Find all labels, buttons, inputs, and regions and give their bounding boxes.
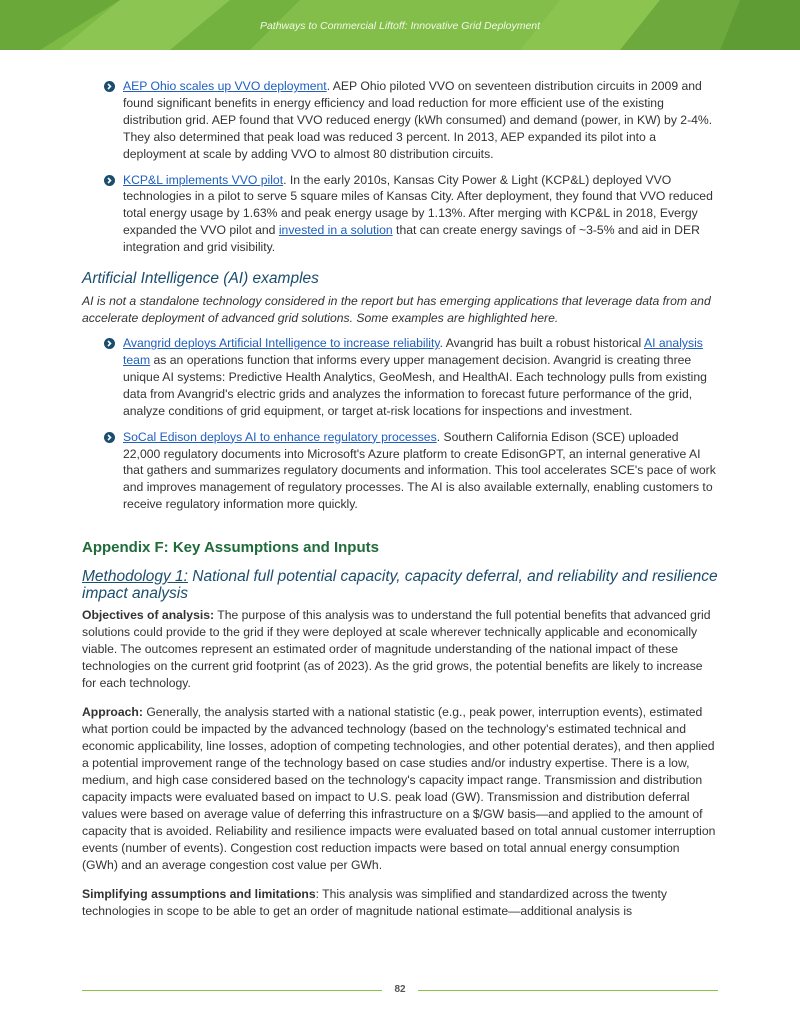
simplifying-label: Simplifying assumptions and limitations	[82, 887, 316, 902]
simplifying-text: : This analysis was simplified and standardized across the twenty technologies in scope to be able to get an order of magnitude national estimate—additional analysis is	[82, 887, 667, 919]
approach-label: Approach:	[82, 705, 143, 720]
ai-analysis-team-link[interactable]: AI analysis team	[123, 336, 703, 367]
aep-ohio-link[interactable]: AEP Ohio scales up VVO deployment	[123, 79, 327, 93]
list-item	[82, 429, 718, 514]
list-item	[82, 78, 718, 163]
invested-solution-link[interactable]: invested in a solution	[278, 223, 393, 238]
bullet-text: . Southern California Edison (SCE) uploaded 22,000 regulatory documents into Microsoft's Azure platform to create EdisonGPT, an internal generative AI that gathers and summarizes regulatory documents and information. This tool accelerates SCE's pace of work and improves management of regulatory processes. The AI is also available externally, enabling customers to receive regulatory information more quickly.	[123, 429, 716, 512]
ai-bullet-list	[82, 335, 718, 513]
chevron-right-icon	[104, 338, 115, 349]
approach-paragraph	[82, 704, 718, 874]
bullet-text: that can create energy savings of ~3-5% and aid in DER integration and grid visibility.	[123, 223, 700, 255]
avangrid-link[interactable]: Avangrid deploys Artificial Intelligence to increase reliability	[123, 336, 440, 351]
page-number: 82	[394, 984, 406, 995]
methodology-subtitle: National full potential capacity, capacity deferral, and reliability and resilience impact analysis	[82, 568, 718, 603]
ai-section-title: Artificial Intelligence (AI) examples	[82, 270, 319, 288]
page-content	[82, 78, 718, 932]
ai-section-intro: AI is not a standalone technology considered in the report but has emerging applications that leverage data from and accelerate deployment of advanced grid solutions. Some examples are highlighted here.	[82, 294, 711, 326]
objectives-label: Objectives of analysis:	[82, 608, 215, 623]
page-header	[0, 0, 800, 50]
approach-text: Generally, the analysis started with a national statistic (e.g., peak power, interruption events), estimated what portion could be impacted by the advanced technology (based on the technology's estimated technical and economic applicability, line losses, adoption of competing technologies, and other potential derates), and then applied a potential improvement range of the technology based on case studies and/or industry expertise. There is a low, medium, and high case considered based on the technology's capacity impact range. Transmission and distribution capacity impacts were evaluated based on impact to U.S. peak load (GW). Transmission and distribution deferral values were based on average value of deferring this infrastructure on a $/GW basis—and applied to the amount of capacity that is avoided. Reliability and resilience impacts were evaluated based on total annual customer interruption events (number of events). Congestion cost reduction impacts were based on total annual energy consumption (GWh) and an average congestion cost value per GWh.	[82, 705, 716, 873]
bullet-text: . AEP Ohio piloted VVO on seventeen distribution circuits in 2009 and found significant benefits in energy efficiency and load reduction for more efficient use of the existing distribution grid. AEP found that VVO reduced energy (kWh consumed) and demand (power, in KW) by 2-4%. They also determined that peak load was reduced 3 percent. In 2013, AEP expanded its pilot into a deployment at scale by adding VVO to almost 80 distribution circuits.	[123, 79, 713, 161]
appendix-title: Appendix F: Key Assumptions and Inputs	[82, 539, 379, 557]
list-item	[82, 335, 718, 420]
page-footer	[82, 984, 718, 998]
kcpl-link[interactable]: KCP&L implements VVO pilot	[123, 172, 284, 187]
bullet-text: as an operations function that informs every upper management decision. Avangrid is creating three unique AI systems: Predictive Health Analytics, GeoMesh, and HealthAI. Each technology pulls from existing data from Avangrid's electric grids and analyzes the information to forecast future performance of the grid, analyze conditions of grid equipment, or target at-risk locations for inspections and investment.	[123, 352, 707, 418]
footer-rule-right	[418, 990, 718, 991]
chevron-right-icon	[104, 432, 115, 443]
bullet-text: . Avangrid has built a robust historical	[439, 336, 644, 351]
chevron-right-icon	[104, 81, 115, 92]
simplifying-paragraph	[82, 886, 718, 920]
methodology-label: Methodology 1:	[82, 568, 188, 586]
objectives-text: The purpose of this analysis was to understand the full potential benefits that advanced grid solutions could provide to the grid if they were deployed at scale wherever technically applicable and economically viable. The outcomes represent an estimated order of magnitude understanding of the national impact of these technologies on the current grid footprint (as of 2023). As the grid grows, the potential benefits are likely to increase for each technology.	[82, 608, 711, 691]
bullet-text: . In the early 2010s, Kansas City Power & Light (KCP&L) deployed VVO technologies in a pilot to serve 5 square miles of Kansas City. After deployment, they found that VVO reduced total energy usage by 1.63% and peak energy usage by 1.13%. After merging with KCP&L in 2018, Evergy expanded the VVO pilot and	[123, 172, 713, 238]
header-title: Pathways to Commercial Liftoff: Innovative Grid Deployment	[259, 20, 541, 32]
chevron-right-icon	[104, 175, 115, 186]
vvo-bullet-list	[82, 78, 718, 256]
objectives-paragraph	[82, 607, 718, 692]
methodology-title	[82, 568, 718, 602]
list-item	[82, 172, 718, 257]
socal-edison-link[interactable]: SoCal Edison deploys AI to enhance regulatory processes	[123, 429, 437, 444]
